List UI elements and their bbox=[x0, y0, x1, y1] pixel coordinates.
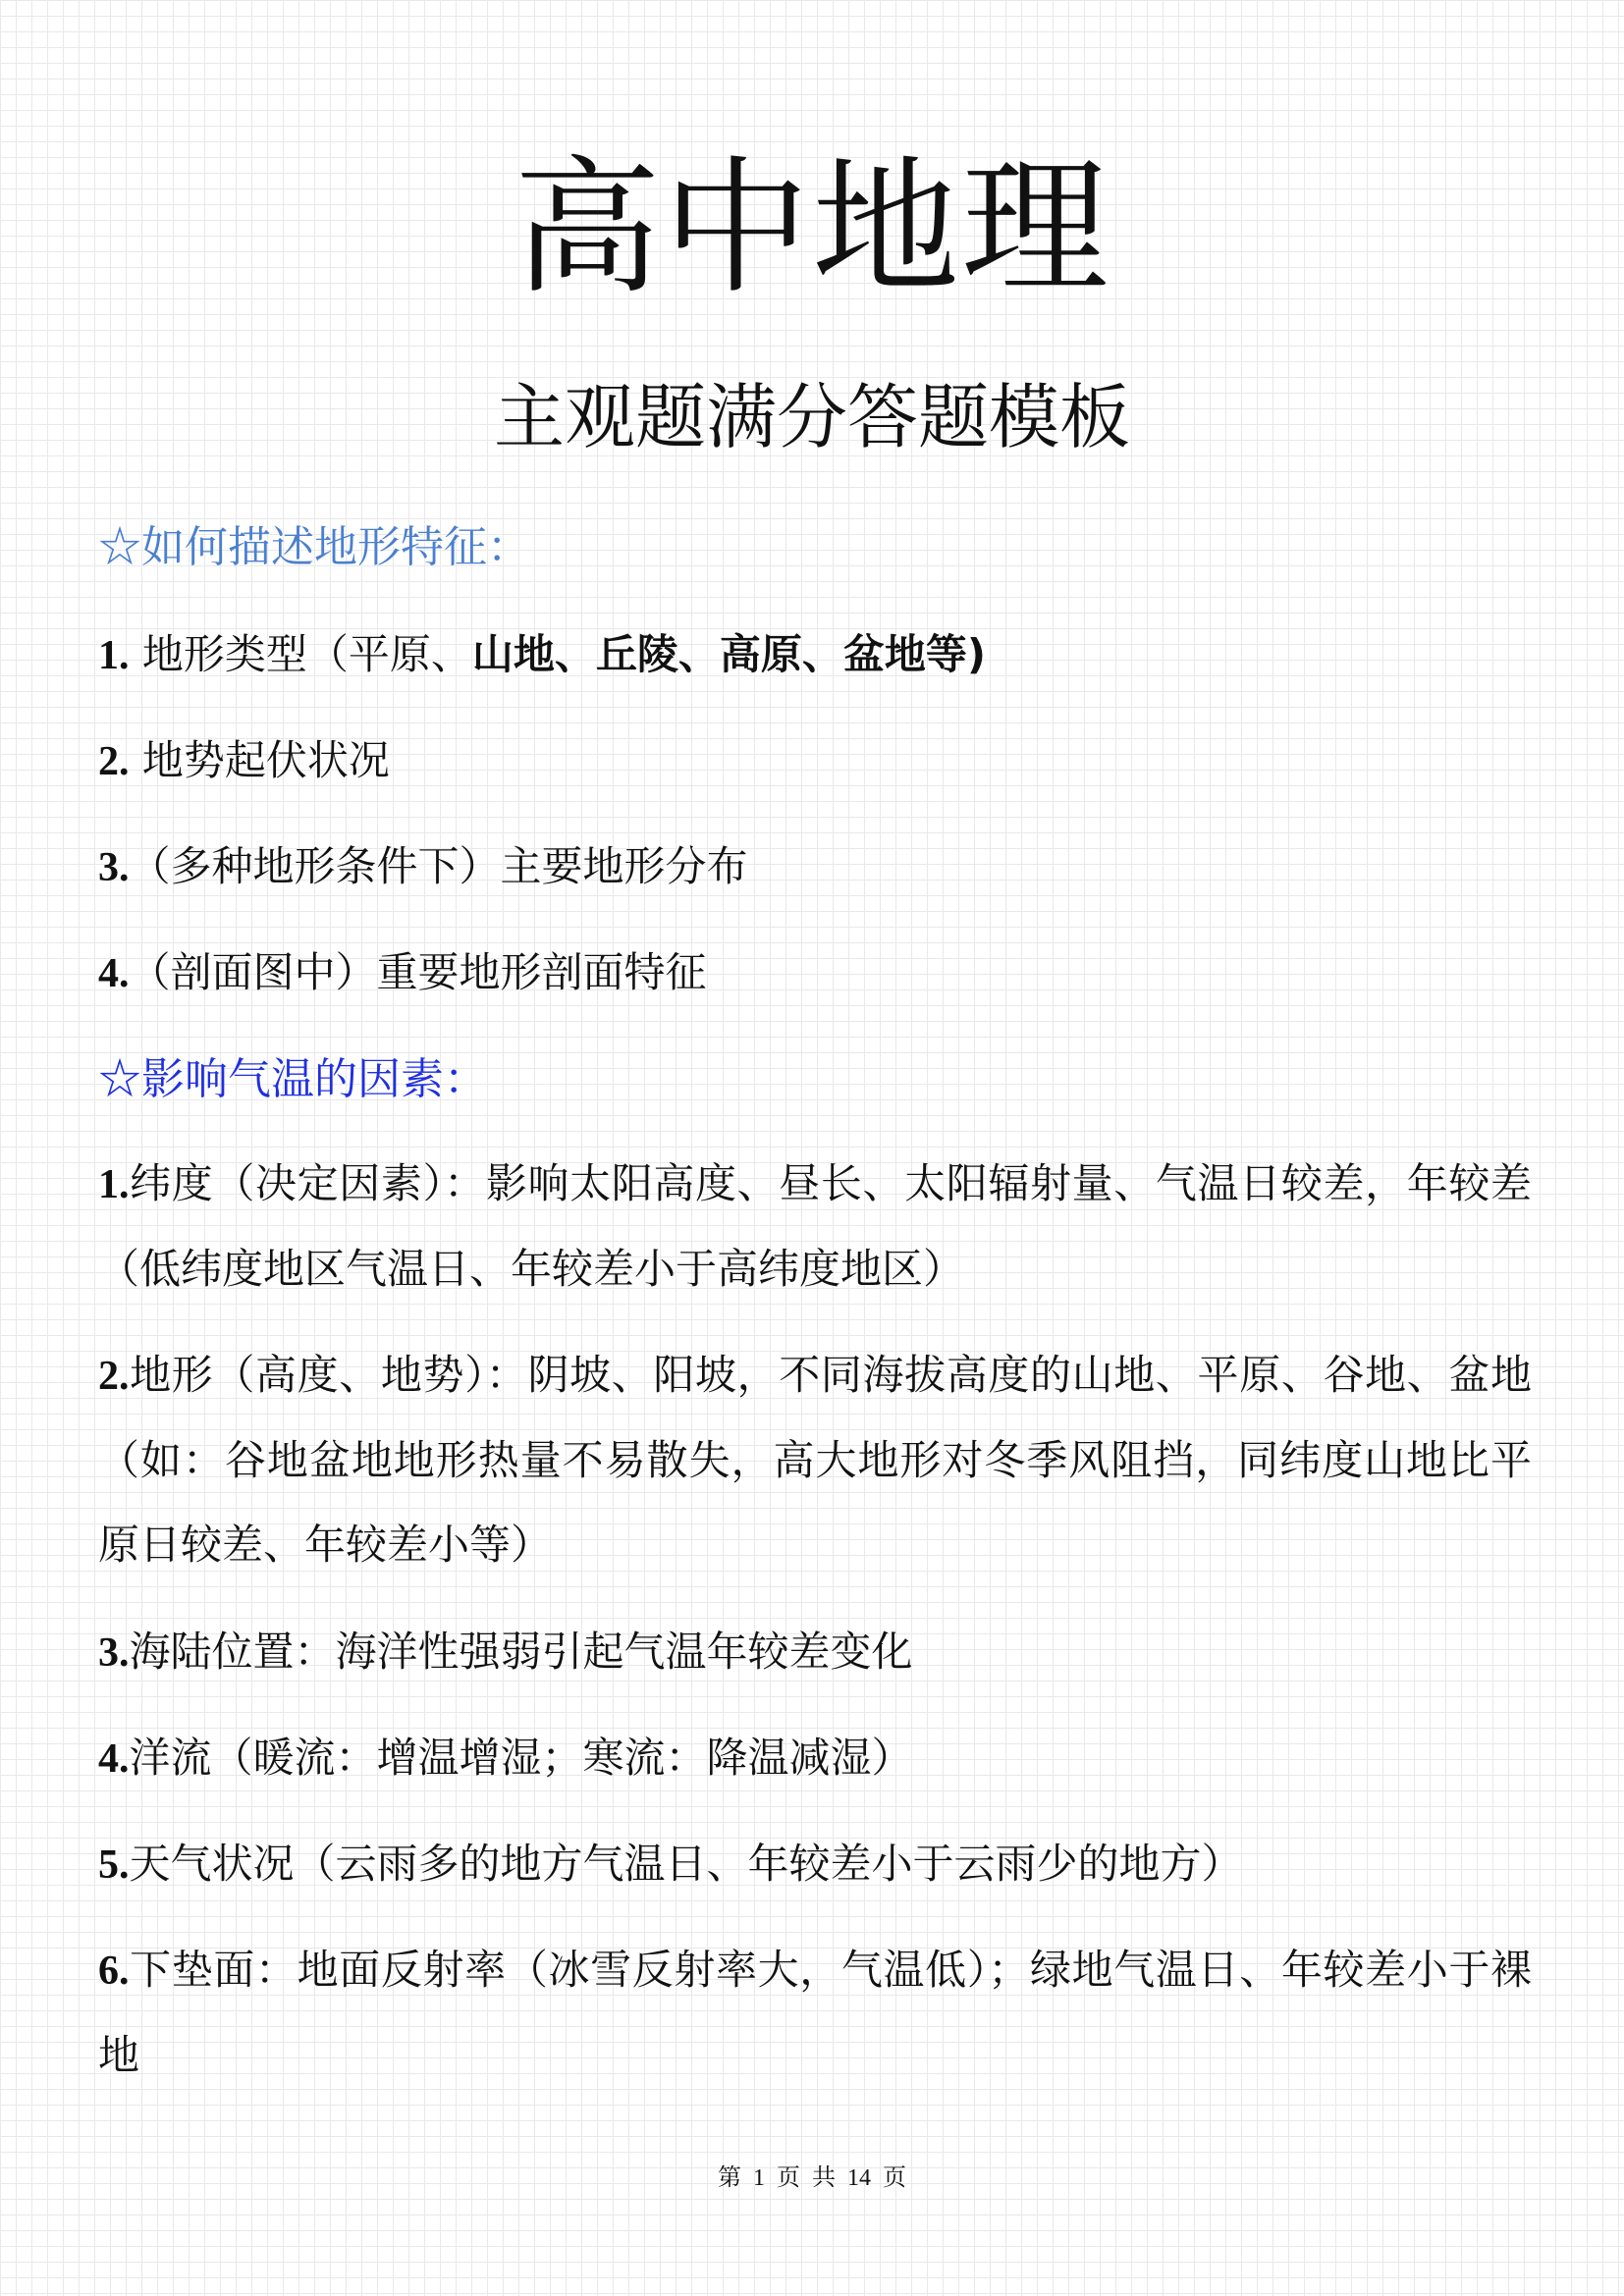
item-number: 4. bbox=[98, 1736, 130, 1782]
list-item bbox=[98, 732, 1532, 790]
item-number: 1. bbox=[98, 1162, 130, 1207]
list-item bbox=[98, 1716, 1532, 1801]
list-item bbox=[98, 1142, 1532, 1311]
list-item bbox=[98, 626, 1532, 684]
page-footer: 第 1 页 共 14 页 bbox=[718, 2165, 906, 2191]
item-text: 地形类型（平原、 bbox=[129, 630, 472, 678]
item-number: 3. bbox=[98, 1630, 130, 1676]
item-text: 纬度（决定因素）：影响太阳高度、昼长、太阳辐射量、气温日较差，年较差（低纬度地区气温日、年较差小于高纬度地区） bbox=[98, 1159, 1532, 1293]
item-text: （多种地形条件下）主要地形分布 bbox=[129, 842, 748, 890]
item-text: （剖面图中）重要地形剖面特征 bbox=[129, 948, 707, 996]
item-text: 地势起伏状况 bbox=[129, 736, 390, 784]
item-text: 洋流（暖流：增温增湿；寒流：降温减湿） bbox=[129, 1734, 913, 1782]
item-number: 6. bbox=[98, 1949, 130, 1994]
page-title: 高中地理 bbox=[513, 143, 1110, 314]
item-number: 5. bbox=[98, 1842, 130, 1888]
list-item bbox=[98, 944, 1532, 1002]
list-item bbox=[98, 1822, 1532, 1907]
item-text: 天气状况（云雨多的地方气温日、年较差小于云雨少的地方） bbox=[129, 1840, 1243, 1888]
list-item bbox=[98, 1333, 1532, 1587]
item-number: 2. bbox=[98, 1354, 130, 1399]
item-number: 1. bbox=[98, 633, 130, 678]
item-bold-text: 山地、丘陵、高原、盆地等) bbox=[471, 630, 987, 678]
item-text: 下垫面：地面反射率（冰雪反射率大，气温低）；绿地气温日、年较差小于裸地 bbox=[98, 1946, 1532, 2079]
list-item bbox=[98, 1610, 1532, 1695]
item-number: 3. bbox=[98, 845, 130, 890]
item-text: 地形（高度、地势）：阴坡、阳坡，不同海拔高度的山地、平原、谷地、盆地（如：谷地盆地地形热量不易散失，高大地形对冬季风阻挡，同纬度山地比平原日较差、年较差小等） bbox=[98, 1351, 1532, 1569]
section-heading-terrain: ☆如何描述地形特征： bbox=[98, 522, 530, 572]
item-number: 2. bbox=[98, 739, 130, 784]
item-text: 海陆位置：海洋性强弱引起气温年较差变化 bbox=[129, 1628, 913, 1676]
item-number: 4. bbox=[98, 951, 130, 996]
section-heading-temperature: ☆影响气温的因素： bbox=[98, 1054, 487, 1104]
page-subtitle: 主观题满分答题模板 bbox=[493, 376, 1130, 458]
list-item bbox=[98, 1928, 1532, 2098]
list-item bbox=[98, 838, 1532, 896]
